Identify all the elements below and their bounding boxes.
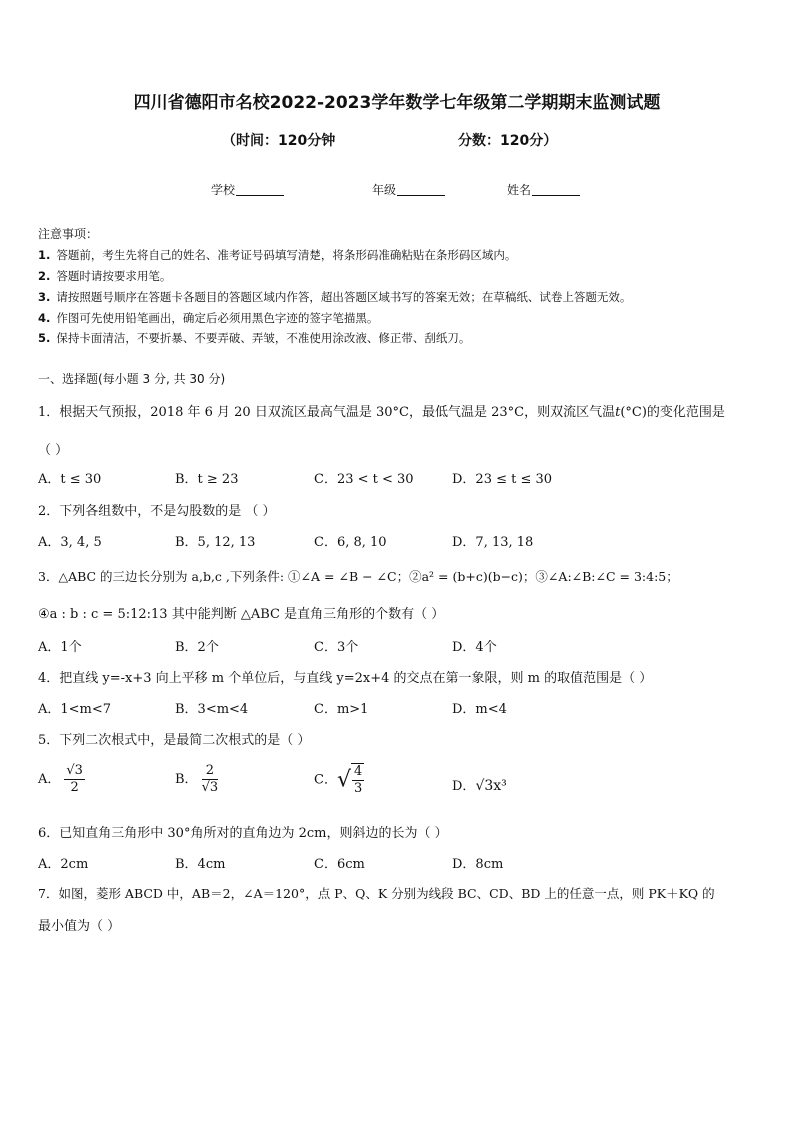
grade-label: 年级 <box>372 183 397 197</box>
q1-paren: （ ） <box>38 443 69 458</box>
q5-a-numerator: √3 <box>66 763 83 778</box>
q6-option-a: A．2cm <box>38 857 89 872</box>
q2-option-b: B．5, 12, 13 <box>175 535 256 550</box>
q1-text-a: 1．根据天气预报，2018 年 6 月 20 日双流区最高气温是 30°C，最低气温是 23°C，则双流区气温 <box>38 405 616 420</box>
question-5: 5．下列二次根式中，是最简二次根式的是（ ） <box>38 733 311 748</box>
q5-a-denominator: 2 <box>70 780 79 795</box>
question-7-line2: 最小值为（ ） <box>38 919 121 934</box>
question-6: 6．已知直角三角形中 30°角所对的直角边为 2cm，则斜边的长为（ ） <box>38 826 448 841</box>
page-title: 四川省德阳市名校2022-2023学年数学七年级第二学期期末监测试题 <box>133 93 661 113</box>
notice-text: 作图可先使用铅笔画出，确定后必须用黑色字迹的签字笔描黑。 <box>56 311 379 325</box>
notice-num: 1. <box>38 248 51 262</box>
q6-option-b: B．4cm <box>175 857 226 872</box>
q5-d-expression: √3x³ <box>475 778 507 794</box>
notice-item <box>38 330 470 346</box>
notice-num: 3. <box>38 290 51 304</box>
name-field <box>507 181 580 198</box>
q5-b-denominator: √3 <box>201 780 219 795</box>
q5-label-d: D． <box>452 779 476 794</box>
question-1 <box>38 401 725 420</box>
exam-score: 分数：120分） <box>458 133 558 149</box>
q2-option-a: A．3, 4, 5 <box>38 535 102 550</box>
q2-option-c: C．6, 8, 10 <box>314 535 387 550</box>
question-2: 2．下列各组数中，不是勾股数的是 （ ） <box>38 504 276 519</box>
notice-item <box>38 268 171 284</box>
school-field <box>211 181 284 198</box>
q1-option-c: C．23 < t < 30 <box>314 472 414 487</box>
q5-b-fraction <box>202 763 219 796</box>
q5-option-d <box>452 775 507 794</box>
notice-text: 保持卡面清洁，不要折暴、不要弄破、弄皱，不准使用涂改液、修正带、刮纸刀。 <box>56 331 471 345</box>
notice-item <box>38 310 378 326</box>
notice-item <box>38 289 631 305</box>
q5-option-c <box>314 763 364 797</box>
q5-c-fraction <box>351 763 364 797</box>
q5-b-numerator: 2 <box>202 763 219 780</box>
question-4: 4．把直线 y=-x+3 向上平移 m 个单位后，与直线 y=2x+4 的交点在第一象限，则 m 的取值范围是（ ） <box>38 671 653 686</box>
q5-label-b: B． <box>175 772 198 787</box>
grade-blank <box>397 183 445 196</box>
notice-title: 注意事项： <box>38 227 99 241</box>
q1-option-d: D．23 ≤ t ≤ 30 <box>452 472 553 487</box>
section-heading: 一、选择题(每小题 3 分, 共 30 分) <box>38 372 226 386</box>
grade-field <box>372 181 445 198</box>
q3-option-a: A．1个 <box>38 640 82 655</box>
question-3-line2: ④a : b : c = 5:12:13 其中能判断 △ABC 是直角三角形的个数有（ ） <box>38 607 445 622</box>
q4-option-c: C．m>1 <box>314 702 369 717</box>
question-3-line1: 3．△ABC 的三边长分别为 a,b,c ,下列条件: ①∠A = ∠B − ∠C；②a² = (b+c)(b−c)；③∠A:∠B:∠C = 3:4:5； <box>38 569 679 584</box>
notice-item <box>38 247 516 263</box>
q5-label-a: A． <box>38 772 61 787</box>
name-label: 姓名 <box>507 183 532 197</box>
notice-num: 2. <box>38 269 51 283</box>
q1-var: t <box>615 405 621 420</box>
school-blank <box>236 183 284 196</box>
q5-option-b <box>175 763 218 796</box>
q5-a-fraction <box>64 763 85 796</box>
school-label: 学校 <box>211 183 236 197</box>
q6-option-c: C．6cm <box>314 857 365 872</box>
q5-label-c: C． <box>314 772 337 788</box>
q6-option-d: D．8cm <box>452 857 504 872</box>
q1-option-a: A．t ≤ 30 <box>38 472 102 487</box>
name-blank <box>532 183 580 196</box>
q5-option-a <box>38 763 85 796</box>
notice-text: 答题时请按要求用笔。 <box>56 269 172 283</box>
q2-option-d: D．7, 13, 18 <box>452 535 534 550</box>
notice-text: 请按照题号顺序在答题卡各题目的答题区域内作答，超出答题区域书写的答案无效；在草稿纸、试卷上答题无效。 <box>56 290 632 304</box>
notice-num: 4. <box>38 311 51 325</box>
notice-num: 5. <box>38 331 51 345</box>
q5-c-denominator: 3 <box>353 781 363 796</box>
exam-time: （时间：120分钟 <box>222 133 336 149</box>
q3-option-b: B．2个 <box>175 640 219 655</box>
q1-text-b: (°C)的变化范围是 <box>620 405 725 420</box>
question-7-line1: 7．如图，菱形 ABCD 中，AB＝2，∠A＝120°，点 P、Q、K 分别为线段 BC、CD、BD 上的任意一点，则 PK＋KQ 的 <box>38 886 715 901</box>
notice-text: 答题前，考生先将自己的姓名、准考证号码填写清楚，将条形码准确粘贴在条形码区域内。 <box>56 248 517 262</box>
q4-option-d: D．m<4 <box>452 702 507 717</box>
q3-option-d: D．4个 <box>452 640 497 655</box>
q3-option-c: C．3个 <box>314 640 359 655</box>
q1-option-b: B．t ≥ 23 <box>175 472 239 487</box>
q5-c-radical: √ <box>336 767 351 793</box>
q5-c-numerator: 4 <box>353 764 363 779</box>
q4-option-a: A．1<m<7 <box>38 702 112 717</box>
q4-option-b: B．3<m<4 <box>175 702 249 717</box>
